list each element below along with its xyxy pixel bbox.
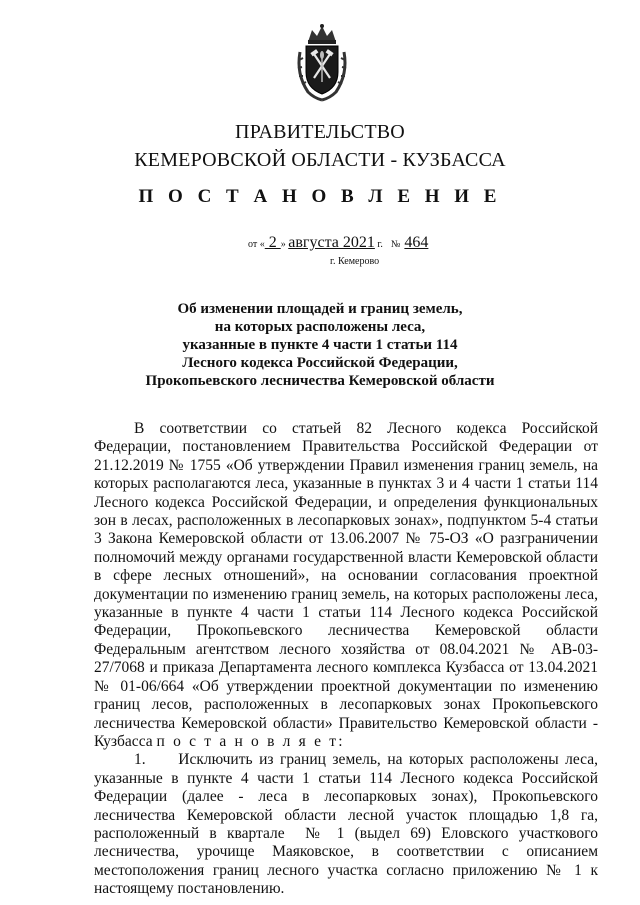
document-subject [60, 300, 580, 390]
preamble-paragraph [94, 420, 598, 751]
date-mid: » [280, 239, 289, 250]
subject-line: Прокопьевского лесничества Кемеровской области [145, 373, 495, 389]
org-line-2: КЕМЕРОВСКОЙ ОБЛАСТИ - КУЗБАССА [134, 149, 506, 171]
document-type-title: П О С Т А Н О В Л Е Н И Е [138, 186, 502, 207]
document-body [94, 420, 598, 899]
date-prefix: от « [248, 239, 265, 250]
resolves-word: п о с т а н о в л я е т: [156, 732, 345, 750]
subject-line: Лесного кодекса Российской Федерации, [182, 355, 458, 371]
city-name: г. Кемерово [330, 256, 380, 267]
preamble-text: В соответствии со статьей 82 Лесного кодекса Российской Федерации, постановлением Правительства Российской Федерации от 21.12.2019 № 1755 «Об утверждении Правил изменения границ земель, на которых располагаются леса, указанные в пунктах 3 и 4 части 1 статьи 114 Лесного кодекса Российской Федерации, и определения функциональных зон в лесах, расположенных в лесопарковых зонах», подпунктом 5-4 статьи 3 Закона Кемеровской области от 13.06.2007 № 75-ОЗ «О разграничении полномочий между органами государственной власти Кемеровской области в сфере лесных отношений», на основании согласования проектной документации по изменению границ земель, на которых расположены леса, указанные в пункте 4 части 1 статьи 114 Лесного кодекса Российской Федерации, Прокопьевского лесничества Кемеровской области Федеральным агентством лесного хозяйства от 08.04.2021 № АВ-03-27/7068 и приказа Департамента лесного комплекса Кузбасса от 13.04.2021 № 01-06/664 «Об утверждении проектной документации по изменению границ лесов, расположенных в лесопарковых зонах Прокопьевского лесничества Кемеровской области» Правительство Кемеровской области - Кузбасса [94, 420, 598, 750]
document-number: 464 [404, 234, 429, 251]
date-year-suffix: г. [374, 239, 383, 250]
org-line-1: ПРАВИТЕЛЬСТВО [235, 121, 405, 143]
subject-line: указанные в пункте 4 части 1 статьи 114 [182, 337, 458, 353]
item-1-paragraph: 1. Исключить из границ земель, на которых расположены леса, указанные в пункте 4 части 1 статьи 114 Лесного кодекса Российской Федерации (далее - леса в лесопарковых зонах), Прокопьевского лесничества Кемеровской области лесной участок площадью 1,8 га, расположенный в квартале № 1 (выдел 69) Еловского участкового лесничества, урочище Маяковское, в соответствии с описанием местоположения границ лесного участка согласно приложению № 1 к настоящему постановлению. [94, 751, 598, 898]
subject-line: Об изменении площадей и границ земель, [177, 301, 463, 317]
subject-line: на которых расположены леса, [214, 319, 426, 335]
date-day: 2 [264, 234, 281, 251]
date-number-line [248, 234, 428, 252]
date-month-year: августа 2021 [288, 234, 375, 251]
government-name [0, 118, 640, 174]
number-label: № [390, 239, 401, 250]
coat-of-arms-emblem [294, 22, 350, 102]
